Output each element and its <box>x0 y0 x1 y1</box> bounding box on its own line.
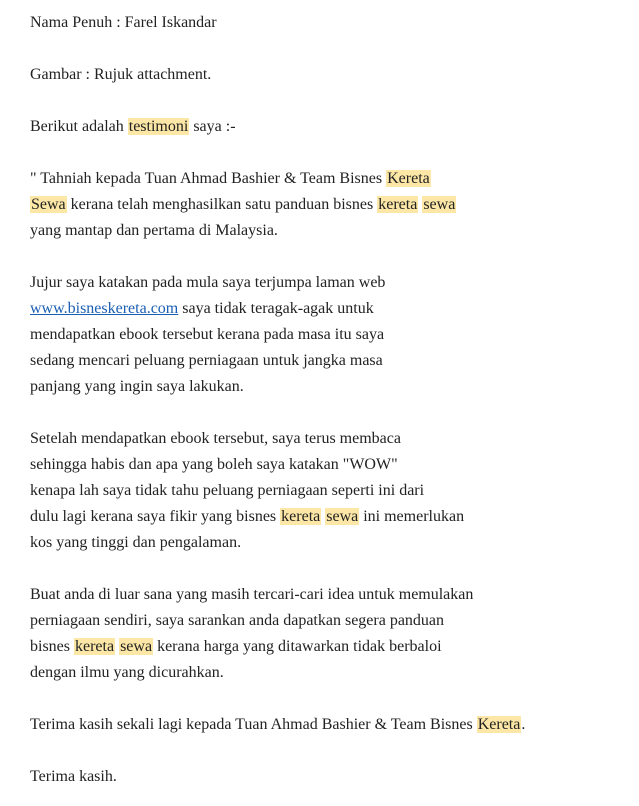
p4-line-2: perniagaan sendiri, saya sarankan anda dapatkan segera panduan <box>30 612 445 629</box>
full-name-line: Nama Penuh : Farel Iskandar <box>30 14 217 31</box>
spacer <box>30 88 630 114</box>
p3-line-5: kos yang tinggi dan pengalaman. <box>30 534 242 551</box>
spacer <box>30 244 630 270</box>
closing-thanks-line <box>30 712 630 738</box>
p2-line-4: sedang mencari peluang perniagaan untuk jangka masa <box>30 352 383 369</box>
p4-line-3 <box>30 634 630 660</box>
closing-thanks-text: Terima kasih sekali lagi kepada Tuan Ahmad Bashier & Team Bisnes <box>30 716 477 733</box>
highlight-sewa: sewa <box>326 508 359 525</box>
closing-final-line: Terima kasih. <box>30 768 117 785</box>
p4-line-1: Buat anda di luar sana yang masih tercari-cari idea untuk memulakan <box>30 586 474 603</box>
p3-line-4-rest: ini memerlukan <box>359 508 465 525</box>
highlight-sewa: sewa <box>423 196 456 213</box>
intro-before: Berikut adalah <box>30 118 128 135</box>
highlight-sewa: Sewa <box>31 196 66 213</box>
p4-line-3-rest: kerana harga yang ditawarkan tidak berbaloi <box>153 638 442 655</box>
spacer <box>30 36 630 62</box>
closing-thanks-end: . <box>521 716 526 733</box>
p3-line-4-text: dulu lagi kerana saya fikir yang bisnes <box>30 508 281 525</box>
p4-line-4: dengan ilmu yang dicurahkan. <box>30 664 224 681</box>
intro-after: saya :- <box>189 118 236 135</box>
p3-line-4 <box>30 504 630 530</box>
p1-line-1 <box>30 166 630 192</box>
p3-line-2: sehingga habis dan apa yang boleh saya katakan "WOW" <box>30 456 398 473</box>
spacer <box>30 738 630 764</box>
p3-line-3: kenapa lah saya tidak tahu peluang perniagaan seperti ini dari <box>30 482 425 499</box>
spacer <box>30 400 630 426</box>
p2-line-2 <box>30 296 630 322</box>
highlight-kereta: Kereta <box>477 716 521 733</box>
p1-line-2 <box>30 192 630 218</box>
p2-line-5: panjang yang ingin saya lakukan. <box>30 378 244 395</box>
highlight-kereta: kereta <box>75 638 115 655</box>
p3-line-1: Setelah mendapatkan ebook tersebut, saya terus membaca <box>30 430 401 447</box>
spacer <box>30 140 630 166</box>
p1-line-1-text: " Tahniah kepada Tuan Ahmad Bashier & Team Bisnes <box>30 170 387 187</box>
spacer <box>30 556 630 582</box>
p2-line-2-rest: saya tidak teragak-agak untuk <box>178 300 374 317</box>
picture-line: Gambar : Rujuk attachment. <box>30 66 212 83</box>
highlight-kereta: kereta <box>378 196 418 213</box>
highlight-kereta: Kereta <box>387 170 430 187</box>
testimonial-document <box>30 10 630 790</box>
p2-line-1: Jujur saya katakan pada mula saya terjumpa laman web <box>30 274 386 291</box>
spacer <box>30 686 630 712</box>
highlight-testimoni: testimoni <box>128 118 189 135</box>
p1-line-3: yang mantap dan pertama di Malaysia. <box>30 222 278 239</box>
p2-line-3: mendapatkan ebook tersebut kerana pada masa itu saya <box>30 326 385 343</box>
intro-line <box>30 114 630 140</box>
p4-line-3-text: bisnes <box>30 638 74 655</box>
website-link[interactable]: www.bisneskereta.com <box>30 300 179 317</box>
p1-line-2-text: kerana telah menghasilkan satu panduan bisnes <box>66 196 378 213</box>
highlight-kereta: kereta <box>281 508 321 525</box>
highlight-sewa: sewa <box>120 638 153 655</box>
